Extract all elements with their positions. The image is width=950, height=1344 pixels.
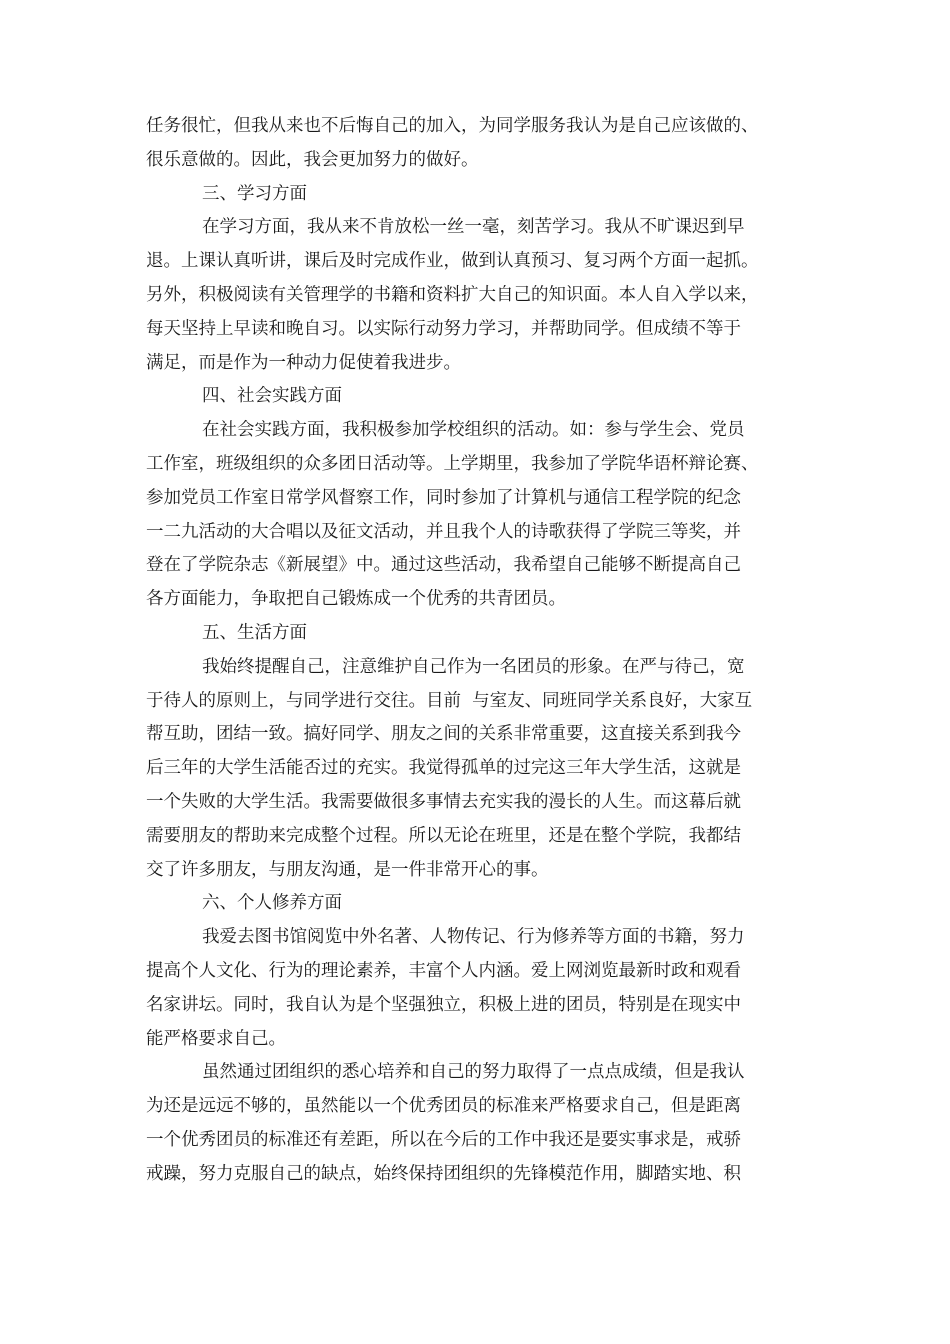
paragraph-line: 在社会实践方面，我积极参加学校组织的活动。如：参与学生会、党员: [202, 420, 745, 441]
paragraph-line: 退。上课认真听讲，课后及时完成作业，做到认真预习、复习两个方面一起抓。: [146, 251, 759, 272]
paragraph-line: 很乐意做的。因此，我会更加努力的做好。: [146, 149, 479, 170]
paragraph-line: 帮互助，团结一致。搞好同学、朋友之间的关系非常重要，这直接关系到我今: [146, 724, 741, 745]
paragraph-line: 登在了学院杂志《新展望》中。通过这些活动，我希望自己能够不断提高自己: [146, 555, 741, 576]
paragraph-line: 虽然通过团组织的悉心培养和自己的努力取得了一点点成绩，但是我认: [202, 1062, 745, 1083]
paragraph-line: 一个优秀团员的标准还有差距，所以在今后的工作中我还是要实事求是，戒骄: [146, 1129, 741, 1150]
paragraph-line: 后三年的大学生活能否过的充实。我觉得孤单的过完这三年大学生活，这就是: [146, 758, 741, 779]
paragraph-line: 我始终提醒自己，注意维护自己作为一名团员的形象。在严与待己，宽: [202, 656, 745, 677]
paragraph-line: 能严格要求自己。: [146, 1028, 286, 1049]
paragraph-line: 各方面能力，争取把自己锻炼成一个优秀的共青团员。: [146, 589, 566, 610]
paragraph-line: 为还是远远不够的，虽然能以一个优秀团员的标准来严格要求自己，但是距离: [146, 1096, 741, 1117]
paragraph-line: 每天坚持上早读和晚自习。以实际行动努力学习，并帮助同学。但成绩不等于: [146, 318, 741, 339]
section-heading-self-cultivation: 六、个人修养方面: [202, 893, 342, 914]
paragraph-line: 另外，积极阅读有关管理学的书籍和资料扩大自己的知识面。本人自入学以来，: [146, 284, 759, 305]
paragraph-line: 于待人的原则上，与同学进行交往。目前 与室友、同班同学关系良好，大家互: [146, 690, 753, 711]
paragraph-line: 提高个人文化、行为的理论素养，丰富个人内涵。爱上网浏览最新时政和观看: [146, 960, 741, 981]
paragraph-line: 满足，而是作为一种动力促使着我进步。: [146, 352, 461, 373]
section-heading-study: 三、学习方面: [202, 183, 307, 204]
paragraph-line: 交了许多朋友，与朋友沟通，是一件非常开心的事。: [146, 859, 549, 880]
paragraph-line: 参加党员工作室日常学风督察工作，同时参加了计算机与通信工程学院的纪念: [146, 487, 741, 508]
paragraph-line: 在学习方面，我从来不肯放松一丝一毫，刻苦学习。我从不旷课迟到早: [202, 217, 745, 238]
paragraph-line: 一二九活动的大合唱以及征文活动，并且我个人的诗歌获得了学院三等奖，并: [146, 521, 741, 542]
paragraph-line: 名家讲坛。同时，我自认为是个坚强独立，积极上进的团员，特别是在现实中: [146, 994, 741, 1015]
paragraph-line: 需要朋友的帮助来完成整个过程。所以无论在班里，还是在整个学院，我都结: [146, 825, 741, 846]
section-heading-life: 五、生活方面: [202, 622, 307, 643]
document-page: [146, 110, 804, 1192]
paragraph-line: 工作室，班级组织的众多团日活动等。上学期里，我参加了学院华语杯辩论赛、: [146, 453, 759, 474]
paragraph-line: 任务很忙，但我从来也不后悔自己的加入，为同学服务我认为是自己应该做的、: [146, 116, 759, 136]
paragraph-line: 一个失败的大学生活。我需要做很多事情去充实我的漫长的人生。而这幕后就: [146, 791, 741, 812]
paragraph-line: 戒躁，努力克服自己的缺点，始终保持团组织的先锋模范作用，脚踏实地、积: [146, 1163, 741, 1184]
section-heading-social-practice: 四、社会实践方面: [202, 386, 342, 407]
paragraph-line: 我爱去图书馆阅览中外名著、人物传记、行为修养等方面的书籍，努力: [202, 927, 745, 948]
